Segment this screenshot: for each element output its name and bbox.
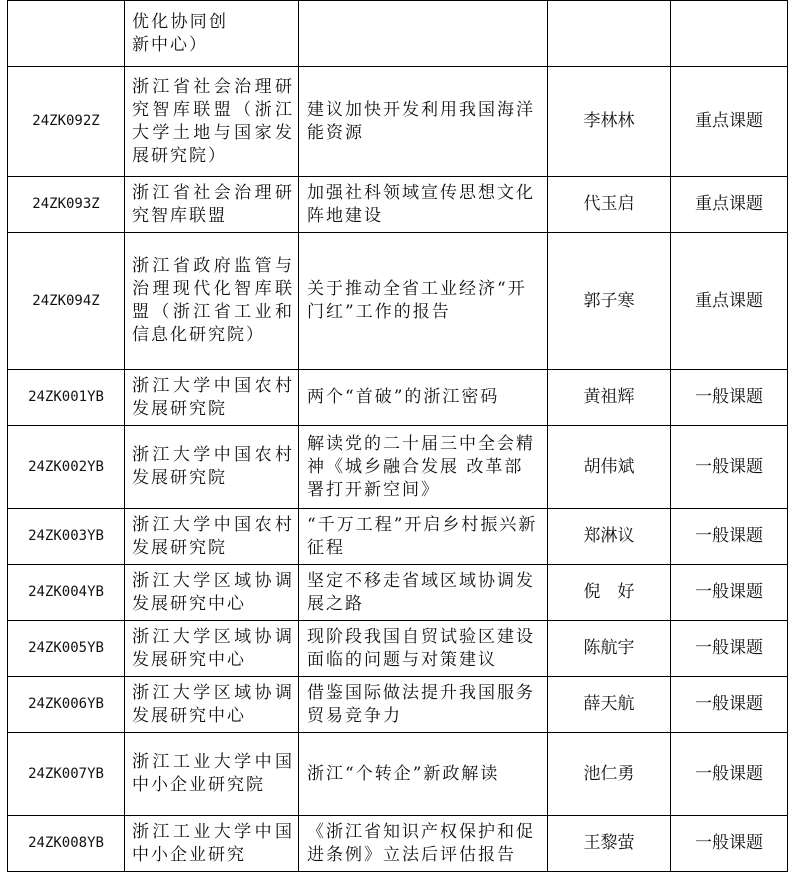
- person-name: 郑淋议: [548, 509, 671, 565]
- project-type: 一般课题: [671, 426, 788, 509]
- project-title: 加强社科领域宣传思想文化阵地建设: [299, 177, 548, 233]
- project-code: 24ZK005YB: [8, 621, 125, 677]
- person-name: 倪 好: [548, 565, 671, 621]
- project-title: 解读党的二十届三中全会精神《城乡融合发展 改革部署打开新空间》: [299, 426, 548, 509]
- organization: 浙江工业大学中国中小企业研究: [125, 816, 299, 872]
- person-name: 黄祖辉: [548, 370, 671, 426]
- person-name: 郭子寒: [548, 233, 671, 370]
- project-table: [7, 0, 788, 872]
- person-name: 胡伟斌: [548, 426, 671, 509]
- project-code: 24ZK004YB: [8, 565, 125, 621]
- table-row: [8, 509, 788, 565]
- table-row: [8, 565, 788, 621]
- person-name: 代玉启: [548, 177, 671, 233]
- project-code: 24ZK003YB: [8, 509, 125, 565]
- organization: 浙江省政府监管与治理现代化智库联盟（浙江省工业和信息化研究院）: [125, 233, 299, 370]
- table-row: [8, 233, 788, 370]
- table-row: [8, 1, 788, 67]
- person-name: 池仁勇: [548, 733, 671, 816]
- project-type: 一般课题: [671, 816, 788, 872]
- project-type: 一般课题: [671, 565, 788, 621]
- project-title: 浙江“个转企”新政解读: [299, 733, 548, 816]
- project-code: 24ZK006YB: [8, 677, 125, 733]
- project-type: 重点课题: [671, 233, 788, 370]
- person-name: [548, 1, 671, 67]
- person-name: 薛天航: [548, 677, 671, 733]
- project-code: [8, 1, 125, 67]
- project-title: “千万工程”开启乡村振兴新征程: [299, 509, 548, 565]
- table-row: [8, 370, 788, 426]
- organization: 浙江省社会治理研究智库联盟: [125, 177, 299, 233]
- organization: 浙江大学中国农村发展研究院: [125, 426, 299, 509]
- project-code: 24ZK094Z: [8, 233, 125, 370]
- project-code: 24ZK008YB: [8, 816, 125, 872]
- project-type: 重点课题: [671, 177, 788, 233]
- project-type: 一般课题: [671, 370, 788, 426]
- project-type: 一般课题: [671, 509, 788, 565]
- table-row: [8, 426, 788, 509]
- project-title: 建议加快开发利用我国海洋能资源: [299, 67, 548, 177]
- project-code: 24ZK093Z: [8, 177, 125, 233]
- project-title: [299, 1, 548, 67]
- project-type: 一般课题: [671, 733, 788, 816]
- project-title: 借鉴国际做法提升我国服务贸易竞争力: [299, 677, 548, 733]
- organization: 浙江大学区域协调发展研究中心: [125, 621, 299, 677]
- organization: 浙江大学中国农村发展研究院: [125, 509, 299, 565]
- table-row: [8, 677, 788, 733]
- person-name: 王黎萤: [548, 816, 671, 872]
- organization: 浙江工业大学中国中小企业研究院: [125, 733, 299, 816]
- project-title: 坚定不移走省域区域协调发展之路: [299, 565, 548, 621]
- project-type: [671, 1, 788, 67]
- table-row: [8, 621, 788, 677]
- table-row: [8, 177, 788, 233]
- person-name: 陈航宇: [548, 621, 671, 677]
- project-title: 关于推动全省工业经济“开门红”工作的报告: [299, 233, 548, 370]
- person-name: 李林林: [548, 67, 671, 177]
- project-title: 现阶段我国自贸试验区建设面临的问题与对策建议: [299, 621, 548, 677]
- project-title: 两个“首破”的浙江密码: [299, 370, 548, 426]
- project-code: 24ZK092Z: [8, 67, 125, 177]
- project-type: 一般课题: [671, 677, 788, 733]
- table-row: [8, 816, 788, 872]
- project-code: 24ZK001YB: [8, 370, 125, 426]
- organization: 优化协同创新中心）: [125, 1, 299, 67]
- organization: 浙江大学中国农村发展研究院: [125, 370, 299, 426]
- project-code: 24ZK007YB: [8, 733, 125, 816]
- table-row: [8, 67, 788, 177]
- organization: 浙江省社会治理研究智库联盟（浙江大学土地与国家发展研究院）: [125, 67, 299, 177]
- table-row: [8, 733, 788, 816]
- organization: 浙江大学区域协调发展研究中心: [125, 565, 299, 621]
- project-code: 24ZK002YB: [8, 426, 125, 509]
- project-title: 《浙江省知识产权保护和促进条例》立法后评估报告: [299, 816, 548, 872]
- organization: 浙江大学区域协调发展研究中心: [125, 677, 299, 733]
- project-type: 重点课题: [671, 67, 788, 177]
- project-type: 一般课题: [671, 621, 788, 677]
